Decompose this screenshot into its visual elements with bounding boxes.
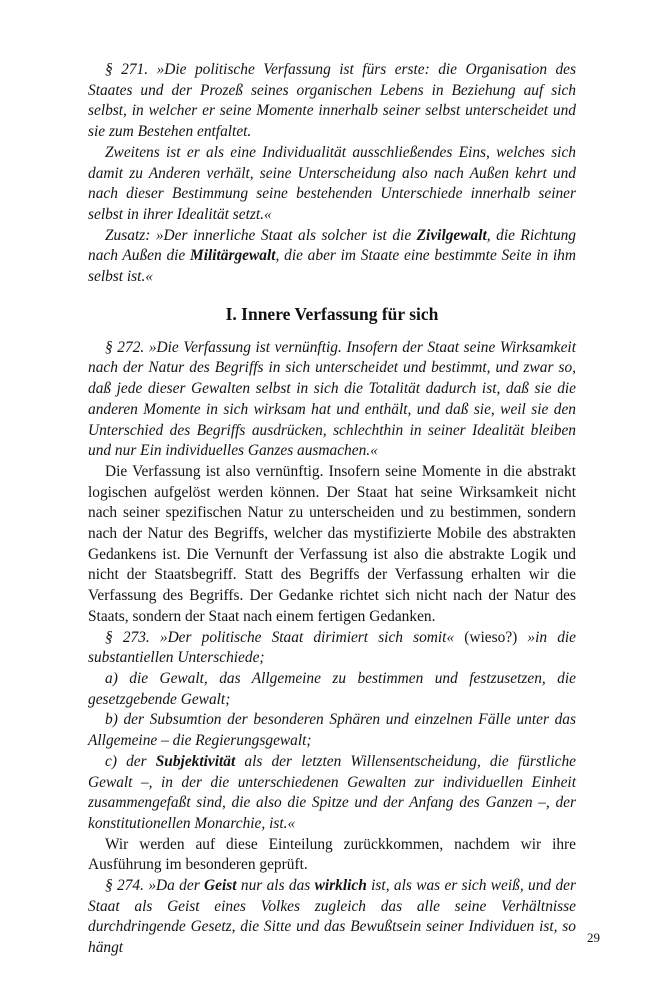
text-run: , die Richtung nach Außen die [88, 226, 576, 265]
page-number: 29 [587, 930, 600, 945]
text-run: (wieso?) [464, 628, 518, 646]
text-run: »in die substantiellen Unterschiede; [88, 628, 576, 667]
text-run: § 274. »Da der [105, 877, 205, 895]
paragraph [88, 669, 576, 710]
text-run: c) der [105, 752, 156, 770]
text-run: nur als das [236, 877, 315, 895]
paragraph [88, 60, 576, 143]
text-run: Subjektivität [155, 752, 236, 770]
text-body [88, 60, 576, 959]
text-run: Zusatz: »Der innerliche Staat als solcher ist die [105, 226, 417, 244]
paragraph [88, 876, 576, 959]
paragraph [88, 710, 576, 751]
text-run: § 273. »Der politische Staat dirimiert sich somit« [105, 628, 465, 646]
text-run: , die aber im Staate eine bestimmte Seite in ihm selbst ist.« [88, 247, 576, 286]
text-run: a) die Gewalt, das Allgemeine zu bestimmen und festzusetzen, die gesetzgebende Gewalt; [88, 669, 576, 708]
text-run: Geist [204, 877, 237, 895]
text-run: b) der Subsumtion der besonderen Sphären und einzelnen Fälle unter das Allgemeine – die Regierungsgewalt; [88, 711, 576, 750]
text-run: § 271. »Die politische Verfassung ist fürs erste: die Organisation des Staates und der Prozeß seines organischen Lebens in Beziehung auf sich selbst, in welcher er seine Momente innerhalb seiner selbst unterscheidet und sie zum Bestehen entfaltet. [88, 61, 576, 141]
paragraph [88, 226, 576, 288]
text-run: Zivilgewalt [416, 226, 487, 244]
section-heading: I. Innere Verfassung für sich [225, 303, 439, 324]
text-run: Militärgewalt [190, 247, 276, 265]
paragraph [88, 835, 576, 876]
text-run: Wir werden auf diese Einteilung zurückkommen, nachdem wir ihre Ausführung im besonderen geprüft. [88, 835, 576, 874]
text-run: § 272. »Die Verfassung ist vernünftig. Insofern der Staat seine Wirksamkeit nach der Natur des Begriffs in sich unterscheidet und bestimmt, und zwar so, daß jede dieser Gewalten selbst in sich die Totalität dadurch ist, daß sie die anderen Momente in sich wirksam hat und enthält, und daß sie, weil sie den Unterschied des Begriffs ausdrücken, schlechthin in seiner Idealität bleiben und nur Ein individuelles Ganzes ausmachen.« [88, 338, 576, 460]
text-run: Zweitens ist er als eine Individualität ausschließendes Eins, welches sich damit zu Anderen verhält, seine Unterscheidung also nach Außen kehrt und nach dieser Bestimmung seine bestehenden Unterschiede innerhalb seiner selbst in ihrer Idealität setzt.« [88, 143, 576, 223]
text-run: Die Verfassung ist also vernünftig. Insofern seine Momente in die abstrakt logischen aufgelöst werden können. Der Staat hat seine Wirksamkeit nicht nach seiner spezifischen Natur zu unterscheiden und zu bestimmen, sondern nach der Natur des Begriffs, welcher das mystifizierte Mobile des abstrakten Gedankens ist. Die Vernunft der Verfassung ist also die abstrakte Logik und nicht der Staatsbegriff. Statt des Begriffs der Verfassung erhalten wir die Verfassung des Begriffs. Der Gedanke richtet sich nicht nach der Natur des Staats, sondern der Staat nach einem fertigen Gedanken. [88, 462, 576, 625]
paragraph [88, 462, 576, 628]
text-run: wirklich [314, 877, 367, 895]
paragraph [88, 752, 576, 835]
paragraph [88, 628, 576, 669]
text-run: als der letzten Willensentscheidung, die fürstliche Gewalt –, in der die unterschiedenen Gewalten zur individuellen Einheit zusammengefaßt sind, die also die Spitze und der Anfang des Ganzen –, der konstitutionellen Monarchie, ist.« [88, 752, 576, 832]
text-run: ist, als was er sich weiß, und der Staat als Geist eines Volkes zugleich das alle seine Verhältnisse durchdringende Gesetz, die Sitte und das Bewußtsein seiner Individuen ist, so hängt [88, 877, 576, 957]
paragraph [88, 338, 576, 462]
paragraph [88, 143, 576, 226]
